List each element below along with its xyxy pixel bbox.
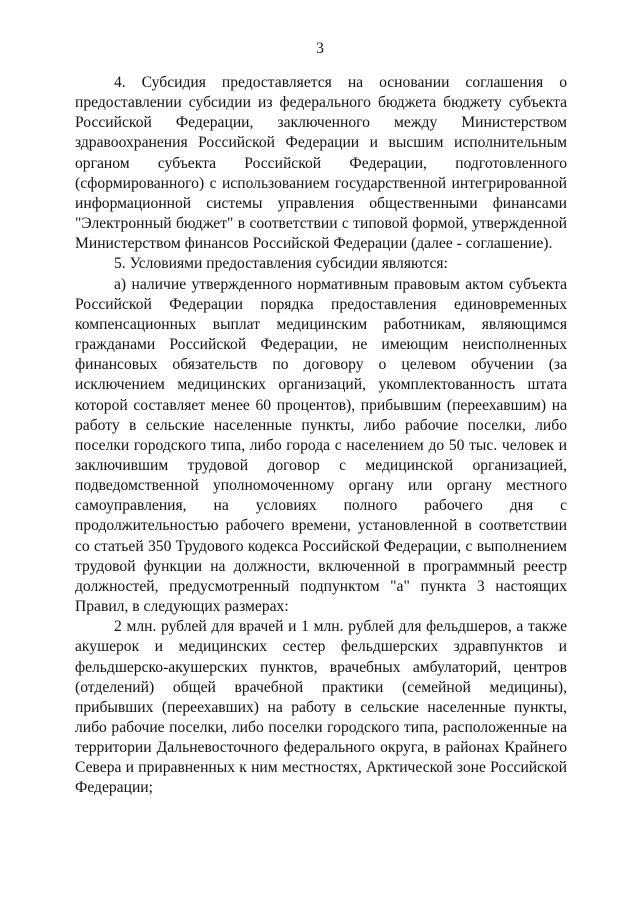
document-body xyxy=(75,73,567,799)
paragraph-payment-amounts: 2 млн. рублей для врачей и 1 млн. рублей для фельдшеров, а также акушерок и медицинских сестер фельдшерских здравпунктов и фельдшерско-акушерских пунктов, врачебных амбулаторий, центров (отделений) общей врачебной практики (семейной медицины), прибывших (переехавших) на работу в сельские населенные пункты, либо рабочие поселки, либо поселки городского типа, расположенные на территории Дальневосточного федерального округа, в районах Крайнего Севера и приравненных к ним местностях, Арктической зоне Российской Федерации; xyxy=(75,618,567,797)
paragraph-condition-a: а) наличие утвержденного нормативным правовым актом субъекта Российской Федерации порядка предоставления единовременных компенсационных выплат медицинским работникам, являющимся гражданами Российской Федерации, не имеющим неисполненных финансовых обязательств по договору о целевом обучении (за исключением медицинских организаций, укомплектованность штата которой составляет менее 60 процентов), прибывшим (переехавшим) на работу в сельские населенные пункты, либо рабочие поселки, либо поселки городского типа, либо города с населением до 50 тыс. человек и заключившим трудовой договор с медицинской организацией, подведомственной уполномоченному органу или органу местного самоуправления, на условиях полного рабочего дня с продолжительностью рабочего времени, установленной в соответствии со статьей 350 Трудового кодекса Российской Федерации, с выполнением трудовой функции на должности, включенной в программный реестр должностей, предусмотренный подпунктом "а" пункта 3 настоящих Правил, в следующих размерах: xyxy=(75,275,567,616)
page-number: 3 xyxy=(316,40,324,57)
paragraph-subsidy-agreement: 4. Субсидия предоставляется на основании соглашения о предоставлении субсидии из федерального бюджета бюджету субъекта Российской Федерации, заключенного между Министерством здравоохранения Российской Федерации и высшим исполнительным органом субъекта Российской Федерации, подготовленного (сформированного) с использованием государственной интегрированной информационной системы управления общественными финансами "Электронный бюджет" в соответствии с типовой формой, утвержденной Министерством финансов Российской Федерации (далее - соглашение). xyxy=(75,74,567,253)
paragraph-conditions-heading: 5. Условиями предоставления субсидии являются: xyxy=(114,255,448,273)
